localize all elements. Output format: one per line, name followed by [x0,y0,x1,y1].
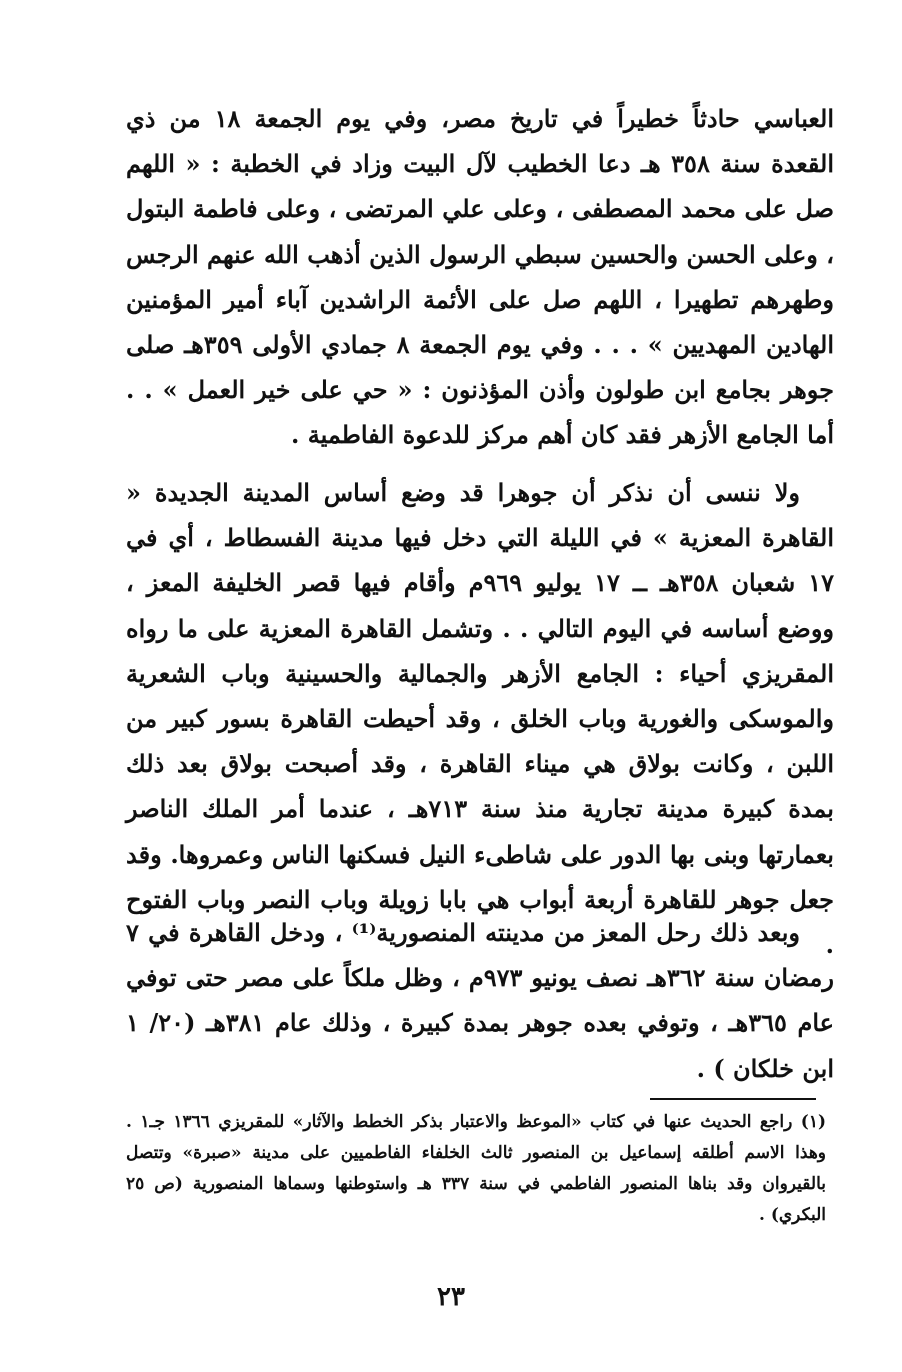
footnote-separator [650,1098,816,1100]
page-number: ٢٣ [437,1282,465,1312]
body-paragraph-1: العباسي حادثاً خطيراً في تاريخ مصر، وفي يوم الجمعة ١٨ من ذي القعدة سنة ٣٥٨ هـ دعا الخطيب لآل البيت وزاد في الخطبة : « اللهم صل على محمد المصطفى ، وعلى علي المرتضى ، وعلى فاطمة البتول ، وعلى الحسن والحسين سبطي الرسول الذين أذهب الله عنهم الرجس وطهرهم تطهيرا ، اللهم صل على الأئمة الراشدين آباء أمير المؤمنين الهادين المهديين » . . . وفي يوم الجمعة ٨ جمادي الأولى ٣٥٩هـ صلى جوهر بجامع ابن طولون وأذن المؤذنون : « حي على خير العمل » . . أما الجامع الأزهر فقد كان أهم مركز للدعوة الفاطمية . [126,104,835,450]
body-paragraph-2: ولا ننسى أن نذكر أن جوهرا قد وضع أساس المدينة الجديدة « القاهرة المعزية » في الليلة التي دخل فيها مدينة الفسطاط ، أي في ١٧ شعبان ٣٥٨هـ ــ ١٧ يوليو ٩٦٩م وأقام فيها قصر الخليفة المعز ، ووضع أساسه في اليوم التالي . . وتشمل القاهرة المعزية على ما رواه المقريزي أحياء : الجامع الأزهر والجمالية والحسينية وباب الشعرية والموسكى والغورية وباب الخلق ، وقد أحيطت القاهرة بسور كبير من اللبن ، وكانت بولاق هي ميناء القاهرة ، وقد أصبحت بولاق بعد ذلك بمدة كبيرة مدينة تجارية منذ سنة ٧١٣هـ ، عندما أمر الملك الناصر بعمارتها وبنى بها الدور على شاطىء النيل فسكنها الناس وعمروها. وقد جعل جوهر للقاهرة أربعة أبواب هي بابا زويلة وباب النصر وباب الفتوح . [126,478,835,960]
footnote: (١) راجع الحديث عنها في كتاب «الموعظ والاعتبار بذكر الخطط والآثار» للمقريزي ١٣٦٦ جـ١ . وهذا الاسم أطلقه إسماعيل بن المنصور ثالث الخلفاء الفاطميين على مدينة «صبرة» وتتصل بالقيروان وقد بناها المنصور الفاطمي في سنة ٣٣٧ هـ واستوطنها وسماها المنصورية (ص ٢٥ البكري) . [126,1112,826,1225]
body-paragraph-3: وبعد ذلك رحل المعز من مدينته المنصورية⁽¹⁾ ، ودخل القاهرة في ٧ رمضان سنة ٣٦٢هـ نصف يونيو ٩٧٣م ، وظل ملكاً على مصر حتى توفي عام ٣٦٥هـ ، وتوفي بعده جوهر بمدة كبيرة ، وذلك عام ٣٨١هـ (٢٠/ ١ ابن خلكان ) . [126,918,834,1083]
